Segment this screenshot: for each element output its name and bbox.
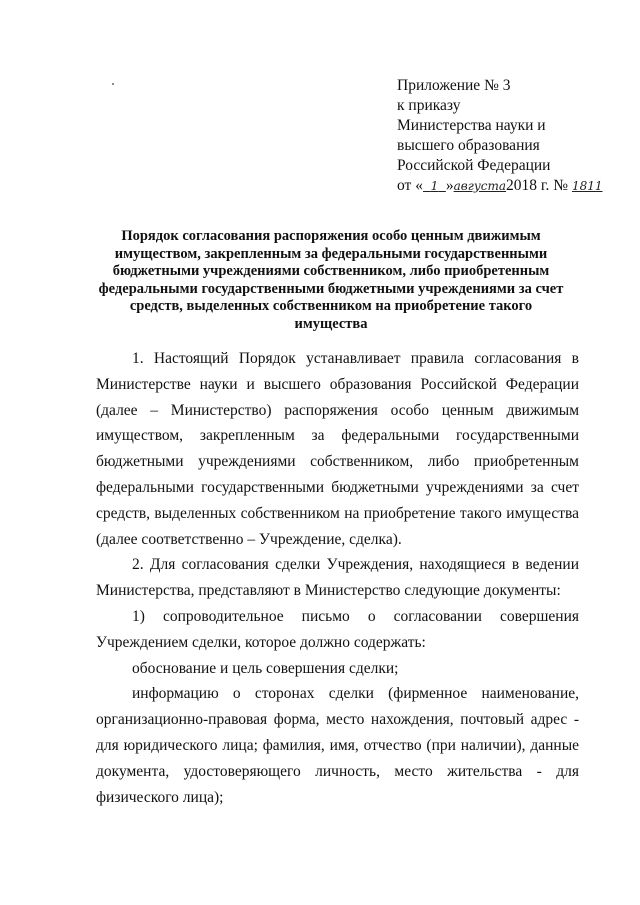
date-mid: »	[445, 177, 454, 194]
date-month: августа	[453, 179, 507, 193]
appendix-header	[397, 76, 617, 196]
appendix-date-line	[397, 176, 617, 196]
paragraph: 1. Настоящий Порядок устанавливает правила согласования в Министерстве науки и высшего образования Российской Федерации (далее – Министерство) распоряжения особо ценным движимым имуществом, закрепленным за федеральными государственными бюджетными учреждениями собственником, либо приобретенным федеральными государственными бюджетными учреждениями за счет средств, выделенных собственником на приобретение такого имущества (далее соответственно – Учреждение, сделка).	[96, 350, 579, 548]
paragraph: информацию о сторонах сделки (фирменное наименование, организационно-правовая форма, место нахождения, почтовый адрес - для юридического лица; фамилия, имя, отчество (при наличии), данные документа, удостоверяющего личность, место жительства - для физического лица);	[96, 685, 579, 806]
order-number: 1811	[571, 179, 603, 193]
appendix-order-ref: к приказу	[397, 97, 461, 114]
document-body	[96, 346, 579, 810]
document-title: Порядок согласования распоряжения особо ценным движимым имуществом, закрепленным за федеральными государственными бюджетными учреждениями собственником, либо приобретенным федеральными государственными бюджетными учреждениями за счет средств, выделенных собственником на приобретение такого имущества	[98, 228, 564, 332]
appendix-number: Приложение № 3	[397, 77, 511, 94]
paragraph: обоснование и цель совершения сделки;	[132, 659, 399, 677]
paragraph: 2. Для согласования сделки Учреждения, находящиеся в ведении Министерства, представляют в Министерство следующие документы:	[96, 556, 579, 600]
date-day: 1	[430, 179, 439, 193]
paragraph: 1) сопроводительное письмо о согласовании совершения Учреждением сделки, которое должно содержать:	[96, 607, 579, 651]
appendix-ministry-2: высшего образования	[397, 137, 540, 154]
date-prefix: от «	[397, 177, 423, 194]
scan-speck	[112, 83, 114, 85]
date-year: 2018 г. №	[506, 177, 569, 194]
appendix-ministry-1: Министерства науки и	[397, 117, 546, 134]
appendix-ministry-3: Российской Федерации	[397, 157, 551, 174]
